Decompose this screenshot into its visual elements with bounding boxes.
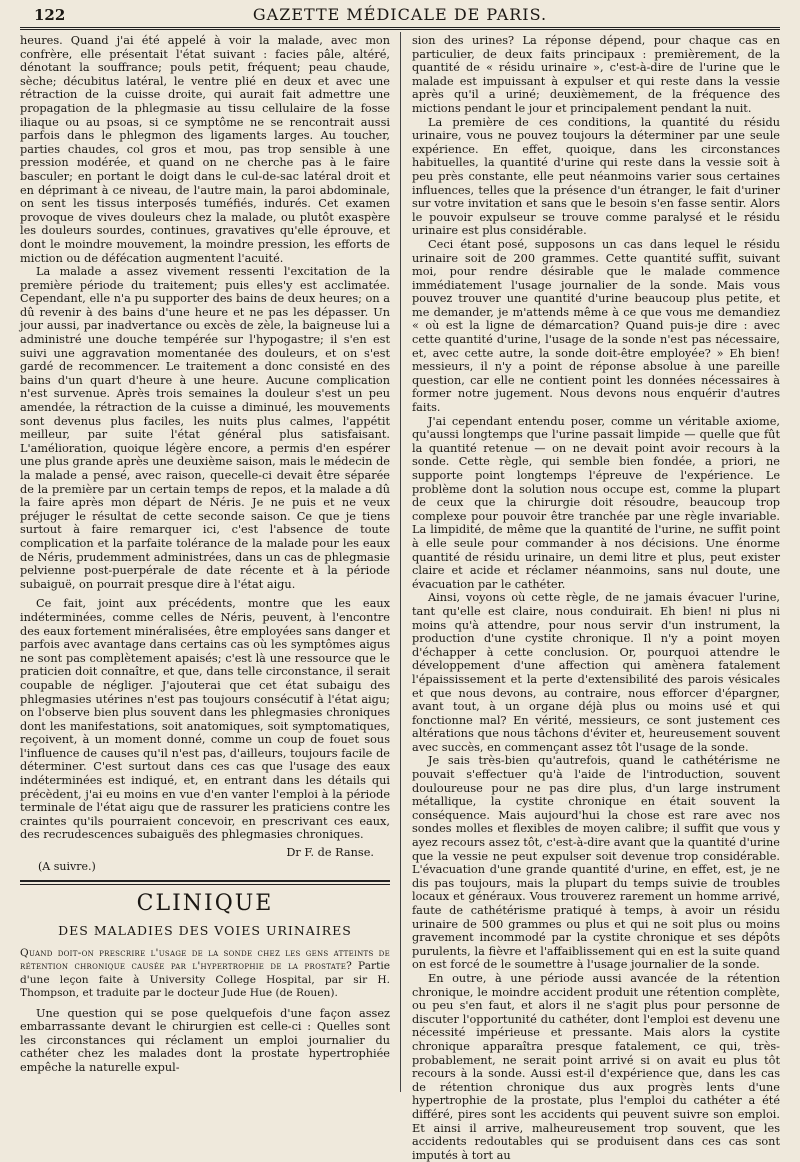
section-title: CLINIQUE [136,891,274,917]
lecture-question: Quand doit-on prescrire l'usage de la sonde chez les gens atteints de rétention chronique causée par l'hypertrophie de la prostate? [20,947,390,973]
article-paragraph: La première de ces conditions, la quantité du résidu urinaire, vous ne pouvez toujours la déterminer par une seule expérience. En effet, quoique, dans les circonstances habituelles, la quantité d'urine qui reste dans la vessie soit à peu près constante, elle peut néanmoins varier sous certaines influences, telles que la présence d'un étranger, le fait d'uriner sur votre invitation et sans que le besoin s'en fasse sentir. Alors le pouvoir expulseur se trouve comme paralysé et le résidu urinaire est plus considérable. [412,115,780,238]
article-paragraph: Ainsi, voyons où cette règle, de ne jamais évacuer l'urine, tant qu'elle est claire, nous conduirait. Eh bien! ni plus ni moins qu'à attendre, pour nous servir d'un instrument, la production d'une cystite chronique. Il n'y a point moyen d'échapper à cette conclusion. Or, pourquoi attendre le développement d'une affection qui amènera fatalement l'épaississement et la perte d'extensibilité des parois vésicales et que nous devons, au contraire, nous efforcer d'épargner, avant tout, à un organe déjà plus ou moins usé et qui fonctionne mal? En vérité, messieurs, ce sont justement ces altérations que nous tâchons d'éviter et, heureusement souvent avec succès, en commençant assez tôt l'usage de la sonde. [412,591,780,754]
journal-title: GAZETTE MÉDICALE DE PARIS. [252,5,548,24]
header-rule [20,27,780,28]
article-paragraph: sion des urines? La réponse dépend, pour chaque cas en particulier, de deux faits principaux : premièrement, de la quantité de « résidu urinaire », c'est-à-dire de l'urine que le malade est impuissant à expulser et qui reste dans la vessie après qu'il a uriné; deuxièmement, de la fréquence des mictions pendant le jour et principalement pendant la nuit. [412,34,780,115]
left-column [20,34,390,1098]
section-rule-thin [20,884,390,885]
page-header [20,4,780,26]
right-column [412,34,780,1162]
to-be-continued-note: (A suivre.) [38,860,96,874]
article-paragraph: Une question qui se pose quelquefois d'une façon assez embarrassante devant le chirurgien est celle-ci : Quelles sont les circonstances qui réclament un emploi journalier du cathéter chez les malades dont la prostate hypertrophiée empêche la naturelle expul- [20,1006,390,1075]
article-paragraph: Je sais très-bien qu'autrefois, quand le cathétérisme ne pouvait s'effectuer qu'à l'aide de l'introduction, souvent douloureuse pour ne pas dire plus, d'un large instrument métallique, la cystite chronique en était souvent la conséquence. Mais aujourd'hui la chose est rare avec nos sondes molles et flexibles de moyen calibre; il suffit que vous y ayez recours assez tôt, c'est-à-dire avant que la quantité d'urine que la vessie ne peut expulser soit devenue trop considérable. L'évacuation d'une grande quantité d'urine, en effet, est, je ne dis pas toujours, mais la plupart du temps suivie de troubles locaux et généraux. Vous trouverez rarement un homme arrivé, faute de cathétérisme pratiqué à temps, à avoir un résidu urinaire de 500 grammes ou plus et qui ne soit plus ou moins gravement incommodé par la cystite chronique et ses dépôts purulents, la fièvre et l'affaiblissement qui en est la suite quand on est forcé de le soumettre à l'usage journalier de la sonde. [412,754,780,972]
article-paragraph: J'ai cependant entendu poser, comme un véritable axiome, qu'aussi longtemps que l'urine passait limpide — quelle que fût la quantité retenue — on ne devait point avoir recours à la sonde. Cette règle, qui semble bien fondée, a priori, ne supporte point longtemps l'épreuve de l'expérience. Le problème dont la solution nous occupe est, comme la plupart de ceux que la chirurgie doit résoudre, beaucoup trop complexe pour pouvoir être tranchée par une règle invariable. La limpidité, de même que la quantité de l'urine, ne suffit point à elle seule pour commander à nos décisions. Une énorme quantité de résidu urinaire, un demi litre et plus, peut exister claire et acide et réclamer néanmoins, sans nul doute, une évacuation par le cathéter. [412,414,780,591]
article-paragraph: heures. Quand j'ai été appelé à voir la malade, avec mon confrère, elle présentait l'état suivant : facies pâle, altéré, dénotant la souffrance; pouls petit, fréquent; peau chaude, sèche; décubitus latéral, le ventre plié en deux et avec une rétraction de la cuisse droite, qui aurait fait admettre une propagation de la phlegmasie au tissu cellulaire de la fosse iliaque ou au psoas, si ce symptôme ne se rencontrait aussi parfois dans le phlegmon des ligaments larges. Au toucher, parties chaudes, col gros et mou, pas trop sensible à une pression modérée, et quand on ne cherche pas à le faire basculer; en portant le doigt dans le cul-de-sac latéral droit et en déprimant à ce niveau, de l'autre main, la paroi abdominale, on sent les tissus interposés tuméfiés, indurés. Cet examen provoque de vives douleurs chez la malade, ou plutôt exaspère les douleurs sourdes, continues, gravatives qu'elle éprouve, et dont le moindre mouvement, la moindre pression, les efforts de miction ou de défécation augmentent l'acuité. [20,34,390,265]
author-signature: Dr F. de Ranse. [286,846,374,860]
lecture-attribution: Partie d'une leçon faite à University College Hospital, par sir H. Thompson, et traduite par le docteur Jude Hue (de Rouen). [20,960,390,1000]
article-paragraph: En outre, à une période aussi avancée de la rétention chronique, le moindre accident produit une rétention complète, ou peu s'en faut, et alors il ne s'agit plus pour personne de discuter l'opportunité du cathéter, dont l'emploi est devenu une nécessité impérieuse et pressante. Mais alors la cystite chronique apparaîtra presque fatalement, ce qui, très-probablement, ne serait point arrivé si on avait eu plus tôt recours à la sonde. Aussi est-il d'expérience que, dans les cas de rétention chronique dus aux progrès lents d'une hypertrophie de la prostate, plus l'emploi du cathéter a été différé, pires sont les accidents qui peuvent suivre son emploi. Et ainsi il arrive, malheureusement trop souvent, que les accidents redoutables qui se produisent dans ces cas sont imputés à tort au [412,971,780,1162]
lecture-lead [20,947,390,1001]
column-divider [400,32,401,1092]
article-paragraph: Ce fait, joint aux précédents, montre que les eaux indéterminées, comme celles de Néris, peuvent, à l'encontre des eaux fortement minéralisées, être employées sans danger et parfois avec avantage dans certains cas où les symptômes aigus ne sont pas complètement apaisés; c'est là une ressource que le praticien doit connaître, et que, dans telle circonstance, il serait coupable de négliger. J'ajouterai que cet état subaigu des phlegmasies utérines n'est pas toujours consécutif à l'état aigu; on l'observe bien plus souvent dans les phlegmasies chroniques dont les manifestations, soit anatomiques, soit symptomatiques, reçoivent, à un moment donné, comme un coup de fouet sous l'influence de causes qu'il n'est pas, d'ailleurs, toujours facile de déterminer. C'est surtout dans ces cas que l'usage des eaux indéterminées est indiqué, et, en entrant dans les détails qui précèdent, j'ai eu moins en vue d'en vanter l'emploi à la période terminale de l'état aigu que de rassurer les praticiens contre les craintes qu'ils pourraient concevoir, en prescrivant ces eaux, des recrudescences subaiguës des phlegmasies chroniques. [20,597,390,842]
article-paragraph: La malade a assez vivement ressenti l'excitation de la première période du traitement; puis elles'y est acclimatée. Cependant, elle n'a pu supporter des bains de deux heures; on a dû revenir à des bains d'une heure et ne pas les dépasser. Un jour aussi, par inadvertance ou excès de zèle, la baigneuse lui a administré une douche tempérée sur l'hypogastre; il s'en est suivi une aggravation momentanée des douleurs, et on s'est gardé de recommencer. Le traitement a donc consisté en des bains d'un quart d'heure à une heure. Aucune complication n'est survenue. Après trois semaines la douleur s'est un peu amendée, la rétraction de la cuisse a diminué, les mouvements sont devenus plus faciles, les nuits plus calmes, l'appétit meilleur, par suite l'état général plus satisfaisant. L'amélioration, quoique légère encore, a permis d'en espérer une plus grande après une deuxième saison, mais le médecin de la malade a pensé, avec raison, quecelle-ci devait être séparée de la première par un certain temps de repos, et la malade a dû la faire après mon départ de Néris. Je ne puis et ne veux préjuger le résultat de cette seconde saison. Ce que je tiens surtout à faire remarquer ici, c'est l'absence de toute complication et la parfaite tolérance de la malade pour les eaux de Néris, prudemment administrées, dans un cas de phlegmasie pelvienne post-puerpérale de date récente et à la période subaiguë, on pourrait presque dire à l'état aigu. [20,265,390,591]
article-paragraph: Ceci étant posé, supposons un cas dans lequel le résidu urinaire soit de 200 grammes. Cette quantité suffit, suivant moi, pour rendre désirable que le malade commence immédiatement l'usage journalier de la sonde. Mais vous pouvez trouver une quantité d'urine beaucoup plus petite, et me demander, je m'attends même à ce que vous me demandiez « où est la ligne de démarcation? Quand puis-je dire : avec cette quantité d'urine, l'usage de la sonde n'est pas nécessaire, et, avec cette autre, la sonde doit-être employée? » Eh bien! messieurs, il n'y a point de réponse absolue à une pareille question, car elle ne contient point les données nécessaires à former notre jugement. Nous devons nous enquérir d'autres faits. [412,237,780,415]
section-rule [20,880,390,882]
page-number: 122 [34,6,66,24]
subsection-title: DES MALADIES DES VOIES URINAIRES [58,923,352,939]
header-rule-double [20,29,780,30]
